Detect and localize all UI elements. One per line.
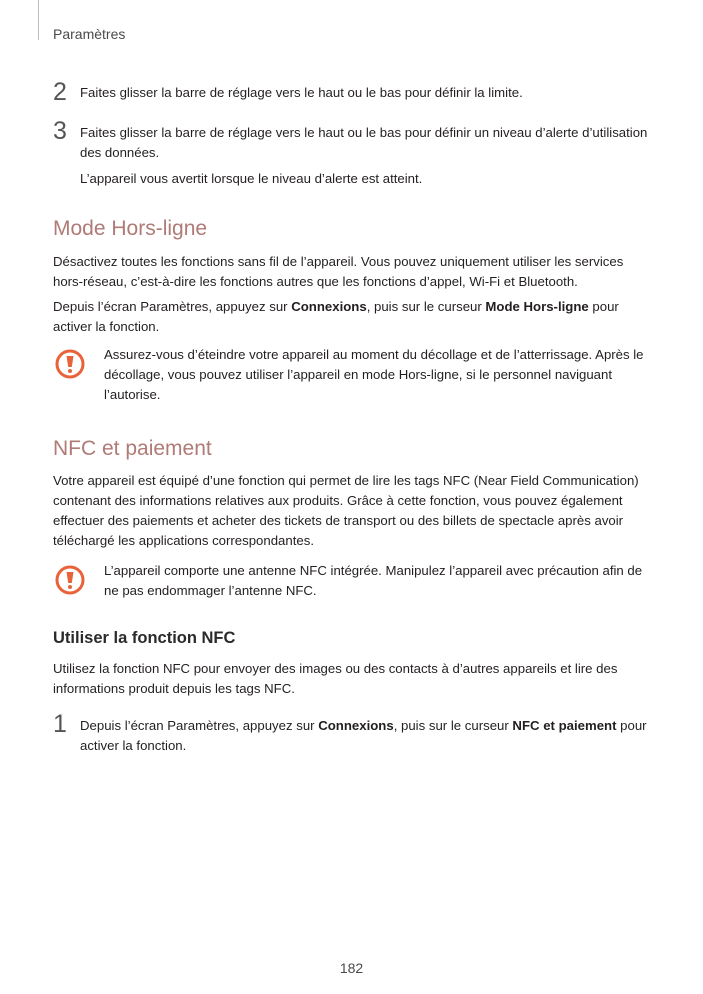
- page-header-title: Paramètres: [53, 26, 126, 42]
- step-text: Faites glisser la barre de réglage vers le haut ou le bas pour définir la limite.: [80, 85, 523, 100]
- step-number: 3: [53, 117, 67, 145]
- section-heading-nfc: NFC et paiement: [53, 437, 212, 460]
- ui-label-connexions: Connexions: [291, 299, 367, 314]
- offline-warning: Assurez-vous d’éteindre votre appareil au moment du décollage et de l’atterrissage. Après le décollage, vous pouvez utiliser l’appareil en mode Hors-ligne, si le personnel naviguant l’autorise.: [104, 347, 644, 402]
- header-rule: [38, 0, 39, 40]
- section-heading-offline: Mode Hors-ligne: [53, 217, 208, 240]
- step-note: L’appareil vous avertit lorsque le niveau d’alerte est atteint.: [80, 171, 423, 186]
- step-text: Faites glisser la barre de réglage vers le haut ou le bas pour définir un niveau d’alerte d’utilisation des données.: [80, 125, 648, 160]
- nfc-sub-intro: Utilisez la fonction NFC pour envoyer des images ou des contacts à d’autres appareils et lire des informations produit depuis les tags NFC.: [53, 661, 618, 696]
- page-number: 182: [339, 960, 364, 976]
- subheading-use-nfc: Utiliser la fonction NFC: [53, 629, 236, 647]
- offline-intro: Désactivez toutes les fonctions sans fil de l’appareil. Vous pouvez uniquement utiliser les services hors-réseau, c’est-à-dire les fonctions autres que les fonctions d’appel, Wi-Fi et Bluetooth.: [53, 254, 624, 289]
- ui-label-nfc-et-paiement: NFC et paiement: [512, 718, 617, 733]
- step-number: 1: [53, 710, 67, 738]
- ui-label-mode-hors-ligne: Mode Hors-ligne: [485, 299, 589, 314]
- ui-label-connexions: Connexions: [318, 718, 394, 733]
- step-number: 2: [53, 78, 67, 106]
- warning-icon: [55, 565, 85, 595]
- nfc-step1-text: Depuis l’écran Paramètres, appuyez sur Connexions, puis sur le curseur NFC et paiement pour activer la fonction.: [80, 718, 647, 753]
- warning-icon: [55, 349, 85, 379]
- offline-instruction: Depuis l’écran Paramètres, appuyez sur Connexions, puis sur le curseur Mode Hors-ligne pour activer la fonction.: [53, 299, 619, 334]
- nfc-warning: L’appareil comporte une antenne NFC intégrée. Manipulez l’appareil avec précaution afin de ne pas endommager l’antenne NFC.: [104, 563, 643, 598]
- nfc-intro: Votre appareil est équipé d’une fonction qui permet de lire les tags NFC (Near Field Communication) contenant des informations relatives aux produits. Grâce à cette fonction, vous pouvez également effectuer des paiements et acheter des tickets de transport ou des billets de spectacle après avoir téléchargé les applications correspondantes.: [53, 473, 639, 548]
